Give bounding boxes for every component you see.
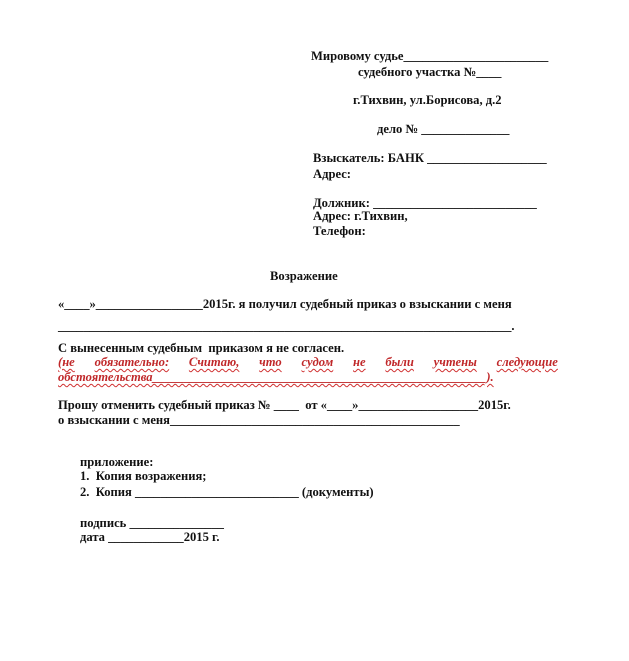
claimant-address: Адрес:: [313, 167, 351, 181]
note-word: обязательно:: [94, 355, 170, 369]
request-line-2: о взыскании с меня______________________________________________: [58, 413, 460, 427]
body-line-1: «____»_________________2015г. я получил судебный приказ о взыскании с меня: [58, 297, 512, 311]
note-word: (не: [58, 355, 75, 369]
attachment-item-1: 1. Копия возражения;: [80, 469, 207, 483]
signature-line: подпись _______________: [80, 516, 224, 530]
optional-note-line-1: [58, 354, 558, 370]
debtor-address: Адрес: г.Тихвин,: [313, 209, 408, 223]
note-word: Считаю,: [188, 355, 240, 369]
note-word: были: [385, 355, 414, 369]
disagree-statement: С вынесенным судебным приказом я не согласен.: [58, 341, 345, 355]
district-line: судебного участка №____: [358, 65, 502, 79]
phone-line: Телефон:: [313, 224, 366, 238]
debtor-line: Должник: __________________________: [313, 196, 537, 210]
optional-note-line-2: обстоятельства_____________________________________________________).: [58, 370, 494, 384]
note-word: учтены: [433, 355, 477, 369]
body-line-2: ________________________________________________________________________.: [58, 319, 515, 333]
note-word: следующие: [496, 355, 558, 369]
court-address: г.Тихвин, ул.Борисова, д.2: [353, 93, 502, 107]
note-word: не: [353, 355, 366, 369]
date-line: дата ____________2015 г.: [80, 530, 220, 544]
note-word: судом: [301, 355, 334, 369]
attachment-item-2: 2. Копия __________________________ (документы): [80, 485, 374, 499]
note-word: что: [259, 355, 282, 369]
claimant-line: Взыскатель: БАНК ___________________: [313, 151, 547, 165]
request-line-1: Прошу отменить судебный приказ № ____ от «____»___________________2015г.: [58, 398, 511, 412]
attachments-heading: приложение:: [80, 455, 154, 469]
judge-line: Мировому судье_______________________: [311, 49, 549, 63]
case-number: дело № ______________: [377, 122, 510, 136]
document-title: Возражение: [270, 269, 338, 283]
